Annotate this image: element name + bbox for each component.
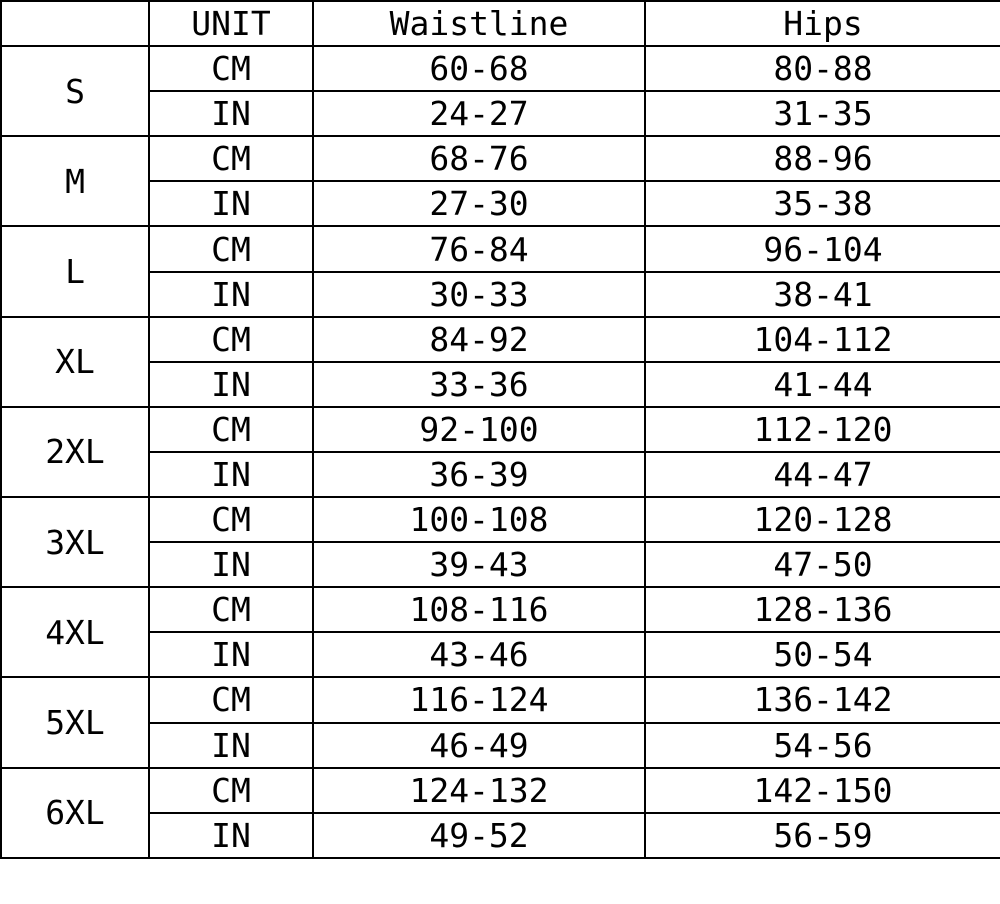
hips-cell: 35-38: [645, 181, 1000, 226]
table-row: [1, 181, 1000, 226]
size-cell: 3XL: [1, 497, 149, 587]
unit-cell: CM: [149, 136, 313, 181]
unit-cell: CM: [149, 497, 313, 542]
waistline-cell: 27-30: [313, 181, 645, 226]
table-row: [1, 91, 1000, 136]
unit-cell: CM: [149, 407, 313, 452]
waistline-cell: 116-124: [313, 677, 645, 722]
waistline-cell: 76-84: [313, 226, 645, 271]
unit-cell: IN: [149, 632, 313, 677]
waistline-cell: 49-52: [313, 813, 645, 858]
waistline-cell: 60-68: [313, 46, 645, 91]
size-cell: 6XL: [1, 768, 149, 858]
table-row: [1, 632, 1000, 677]
size-cell: 2XL: [1, 407, 149, 497]
hips-cell: 120-128: [645, 497, 1000, 542]
waistline-cell: 33-36: [313, 362, 645, 407]
header-waistline: Waistline: [313, 1, 645, 46]
size-cell: 5XL: [1, 677, 149, 767]
waistline-cell: 43-46: [313, 632, 645, 677]
hips-cell: 142-150: [645, 768, 1000, 813]
hips-cell: 56-59: [645, 813, 1000, 858]
header-hips: Hips: [645, 1, 1000, 46]
header-row: [1, 1, 1000, 46]
table-row: [1, 362, 1000, 407]
hips-cell: 50-54: [645, 632, 1000, 677]
waistline-cell: 124-132: [313, 768, 645, 813]
table-row: [1, 317, 1000, 362]
unit-cell: IN: [149, 452, 313, 497]
waistline-cell: 24-27: [313, 91, 645, 136]
size-cell: 4XL: [1, 587, 149, 677]
unit-cell: IN: [149, 362, 313, 407]
waistline-cell: 108-116: [313, 587, 645, 632]
table-row: [1, 136, 1000, 181]
unit-cell: IN: [149, 272, 313, 317]
header-size: [1, 1, 149, 46]
hips-cell: 41-44: [645, 362, 1000, 407]
table-row: [1, 723, 1000, 768]
unit-cell: CM: [149, 226, 313, 271]
hips-cell: 88-96: [645, 136, 1000, 181]
table-row: [1, 813, 1000, 858]
waistline-cell: 46-49: [313, 723, 645, 768]
hips-cell: 104-112: [645, 317, 1000, 362]
unit-cell: CM: [149, 317, 313, 362]
size-cell: XL: [1, 317, 149, 407]
size-cell: S: [1, 46, 149, 136]
table-row: [1, 587, 1000, 632]
waistline-cell: 30-33: [313, 272, 645, 317]
hips-cell: 128-136: [645, 587, 1000, 632]
unit-cell: IN: [149, 813, 313, 858]
unit-cell: IN: [149, 91, 313, 136]
waistline-cell: 84-92: [313, 317, 645, 362]
table-row: [1, 272, 1000, 317]
hips-cell: 54-56: [645, 723, 1000, 768]
unit-cell: CM: [149, 46, 313, 91]
unit-cell: IN: [149, 723, 313, 768]
hips-cell: 38-41: [645, 272, 1000, 317]
header-unit: UNIT: [149, 1, 313, 46]
waistline-cell: 36-39: [313, 452, 645, 497]
hips-cell: 136-142: [645, 677, 1000, 722]
hips-cell: 31-35: [645, 91, 1000, 136]
waistline-cell: 100-108: [313, 497, 645, 542]
table-row: [1, 768, 1000, 813]
hips-cell: 96-104: [645, 226, 1000, 271]
unit-cell: CM: [149, 587, 313, 632]
unit-cell: CM: [149, 768, 313, 813]
hips-cell: 47-50: [645, 542, 1000, 587]
table-row: [1, 677, 1000, 722]
hips-cell: 80-88: [645, 46, 1000, 91]
unit-cell: IN: [149, 181, 313, 226]
table-row: [1, 46, 1000, 91]
table-row: [1, 226, 1000, 271]
table-row: [1, 407, 1000, 452]
unit-cell: CM: [149, 677, 313, 722]
waistline-cell: 92-100: [313, 407, 645, 452]
hips-cell: 44-47: [645, 452, 1000, 497]
waistline-cell: 68-76: [313, 136, 645, 181]
size-cell: L: [1, 226, 149, 316]
waistline-cell: 39-43: [313, 542, 645, 587]
unit-cell: IN: [149, 542, 313, 587]
table-row: [1, 452, 1000, 497]
hips-cell: 112-120: [645, 407, 1000, 452]
table-row: [1, 542, 1000, 587]
size-cell: M: [1, 136, 149, 226]
table-row: [1, 497, 1000, 542]
